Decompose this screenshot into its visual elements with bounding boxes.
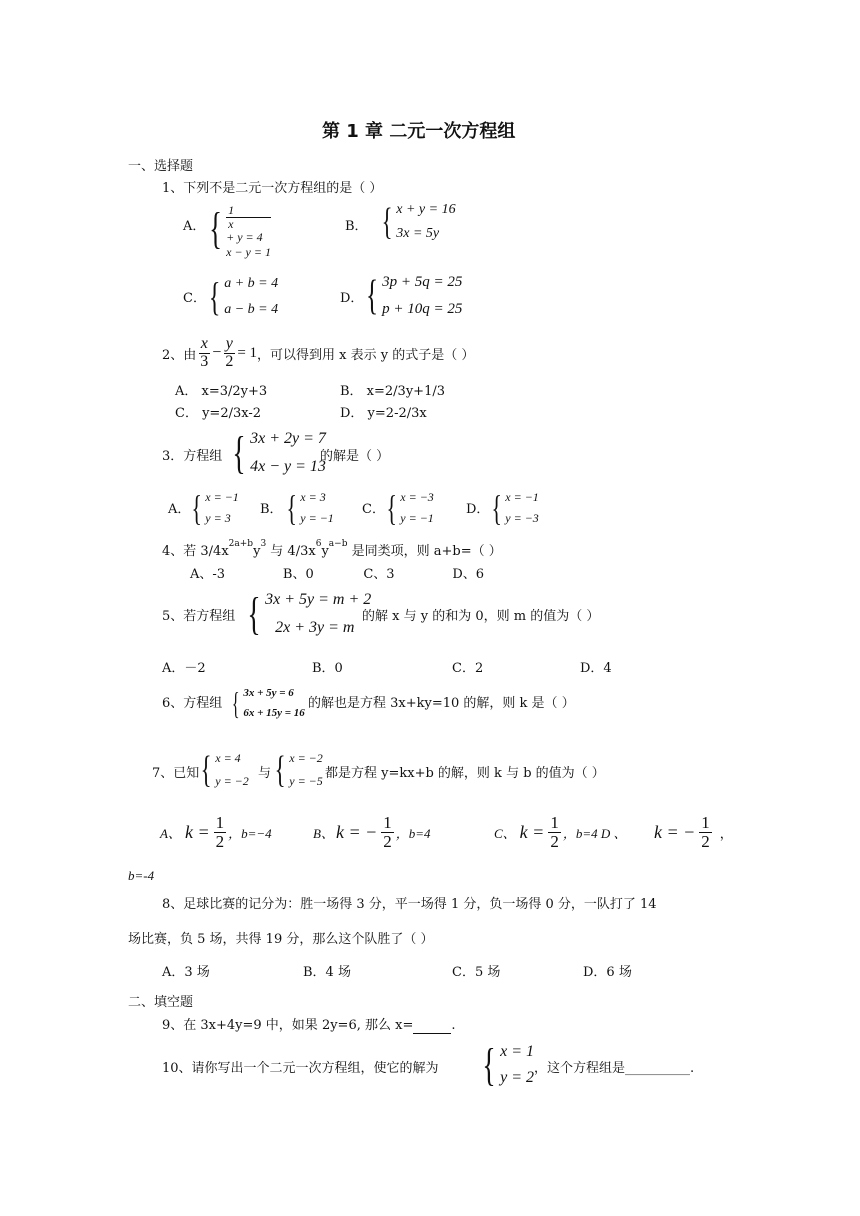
q3-option-a-system: { x = −1 y = 3 [191,488,239,528]
q5-system: { 3x + 5y = m + 2 2x + 3y = m [247,588,372,639]
q5-option-b: B．0 [312,661,343,676]
brace-icon: { [247,588,261,639]
q1-stem: 1、下列不是二元一次方程组的是（ ） [162,181,383,196]
brace-icon: { [231,685,240,721]
q2-stem: 2、由 $\frac{x}{3}$ − $\frac{y}{2}$ = 1 ，可以得到用 x 表示 y 的式子是（ ） [162,334,475,370]
brace-icon: { [200,749,212,791]
brace-icon: { [366,273,379,319]
q1-option-a-label: A． [183,219,206,234]
brace-icon: { [274,749,286,791]
q3-option-c-system: { x = −3 y = −1 [386,488,434,528]
q7-suffix: 都是方程 y=kx+b 的解，则 k 与 b 的值为（ ） [325,766,605,781]
q2-option-a: A． x=3/2y+3 [175,384,268,399]
q8-option-a: A．3 场 [162,965,210,980]
q5-suffix: 的解 x 与 y 的和为 0，则 m 的值为（ ） [362,609,600,624]
brace-icon: { [232,427,246,478]
q1-option-d-system: { 3p + 5q = 25 p + 10q = 25 [366,273,463,319]
q1-option-d-label: D． [340,291,364,306]
q1-option-b-label: B． [345,219,368,234]
q7-option-b: B、 k = − $\frac{1}{2}$ ，b=4 [313,812,431,851]
q7-system-1: { x = 4 y = −2 [200,749,249,791]
q3-option-d-label: D． [466,502,490,517]
q8-option-c: C．5 场 [452,965,501,980]
brace-icon: { [209,204,222,253]
section-heading-fill: 二、填空题 [128,995,194,1010]
q4-stem: 4、若 $3/4x^{2a+b}y^3$ 与 $4/3x^6y^{a-b}$ 是同类项，则 a+b=（ ） [162,538,502,559]
q7-option-d-b: b=-4 [128,868,155,883]
q3-system: { 3x + 2y = 7 4x − y = 13 [232,427,326,478]
brace-icon: { [191,488,202,528]
q5-option-a: A．－2 [162,661,206,676]
q10-system: { x = 1 y = 2 [482,1039,534,1090]
q8-line2: 场比赛，负 5 场，共得 19 分，那么这个队胜了（ ） [128,932,434,947]
q2-option-d: D． y=2-2/3x [340,406,427,421]
q3-suffix: 的解是（ ） [320,449,390,464]
q3-option-c-label: C． [362,502,385,517]
q8-option-d: D．6 场 [583,965,632,980]
q7-option-d: k = − $\frac{1}{2}$ ， [654,812,733,851]
q3-option-a-label: A． [168,502,191,517]
q10-suffix: ，这个方程组是__________. [534,1061,695,1076]
q5-option-c: C．2 [452,661,484,676]
q3-option-d-system: { x = −1 y = −3 [491,488,539,528]
q5-prefix: 5、若方程组 [162,609,236,624]
q7-system-2: { x = −2 y = −5 [274,749,323,791]
q8-line1: 8、足球比赛的记分为：胜一场得 3 分，平一场得 1 分，负一场得 0 分，一队打了 14 [162,897,657,912]
q9-stem: 9、在 3x+4y=9 中，如果 2y=6, 那么 x= . [162,1018,456,1033]
brace-icon: { [208,274,221,319]
brace-icon: { [381,201,393,243]
brace-icon: { [491,488,502,528]
brace-icon: { [482,1039,496,1090]
q5-option-d: D．4 [580,661,612,676]
q6-prefix: 6、方程组 [162,696,223,711]
q6-system: { 3x + 5y = 6 6x + 15y = 16 [231,685,305,721]
q2-option-c: C． y=2/3x-2 [175,406,262,421]
q1-option-c-label: C． [183,291,206,306]
q9-answer-blank[interactable] [413,1018,451,1034]
q1-option-a-system: { 1 x + y = 4 x − y = 1 [209,203,271,260]
page-title: 第 1 章 二元一次方程组 [322,121,516,142]
q6-suffix: 的解也是方程 3x+ky=10 的解，则 k 是（ ） [308,696,575,711]
section-heading-choice: 一、选择题 [128,159,194,174]
q7-option-c: C、 k = $\frac{1}{2}$ ，b=4 D 、 [494,812,627,851]
q1-option-b-system: { x + y = 16 3x = 5y [381,201,456,243]
q1-option-c-system: { a + b = 4 a − b = 4 [208,274,279,319]
q7-mid: 与 [258,766,272,781]
q7-prefix: 7、已知 [152,766,200,781]
q10-prefix: 10、请你写出一个二元一次方程组，使它的解为 [162,1061,439,1076]
q3-option-b-label: B． [260,502,283,517]
q3-prefix: 3．方程组 [162,449,223,464]
q3-option-b-system: { x = 3 y = −1 [286,488,334,528]
q7-option-a: A、 k = $\frac{1}{2}$ ，b=−4 [160,812,272,851]
q4-options: A、-3 B、0 C、3 D、6 [190,567,485,582]
q8-option-b: B．4 场 [303,965,351,980]
brace-icon: { [286,488,297,528]
brace-icon: { [386,488,397,528]
q2-option-b: B． x=2/3y+1/3 [340,384,445,399]
